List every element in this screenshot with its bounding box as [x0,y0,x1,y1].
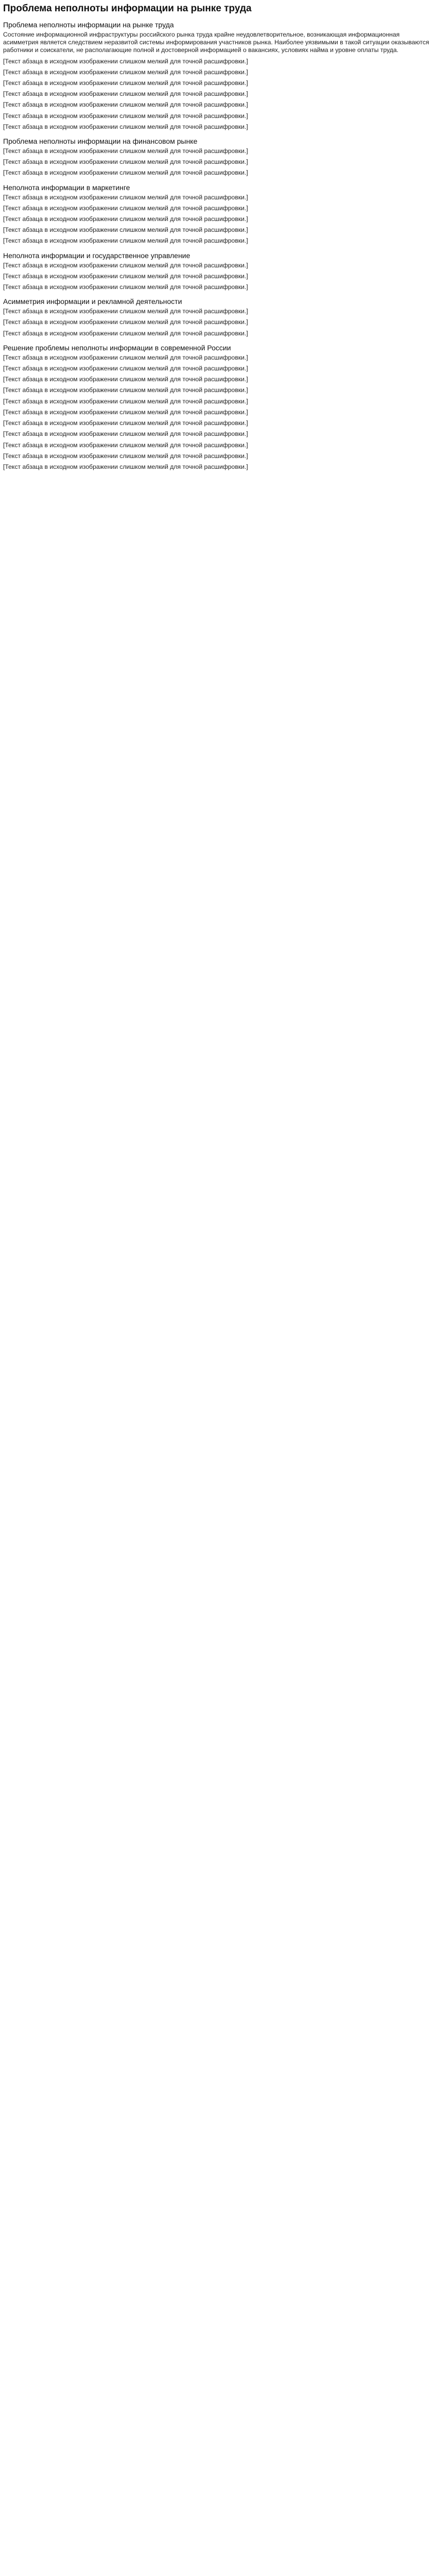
article-paragraph: [Текст абзаца в исходном изображении слишком мелкий для точной расшифровки.] [3,101,248,109]
article-title: Проблема неполноты информации на рынке труда [3,3,252,14]
article-paragraph: [Текст абзаца в исходном изображении слишком мелкий для точной расшифровки.] [3,123,248,130]
article-paragraph: [Текст абзаца в исходном изображении слишком мелкий для точной расшифровки.] [3,204,248,212]
intro-title: Проблема неполноты информации на рынке труда [3,21,174,29]
article-paragraph: [Текст абзаца в исходном изображении слишком мелкий для точной расшифровки.] [3,158,248,166]
article-paragraph: [Текст абзаца в исходном изображении слишком мелкий для точной расшифровки.] [3,215,248,223]
article-paragraph: [Текст абзаца в исходном изображении слишком мелкий для точной расшифровки.] [3,318,248,326]
article-paragraph: [Текст абзаца в исходном изображении слишком мелкий для точной расшифровки.] [3,261,248,269]
article-paragraph: [Текст абзаца в исходном изображении слишком мелкий для точной расшифровки.] [3,57,248,65]
article-paragraph: [Текст абзаца в исходном изображении слишком мелкий для точной расшифровки.] [3,386,248,394]
article-paragraph: [Текст абзаца в исходном изображении слишком мелкий для точной расшифровки.] [3,112,248,120]
article-paragraph: [Текст абзаца в исходном изображении слишком мелкий для точной расшифровки.] [3,283,248,291]
article-paragraph: [Текст абзаца в исходном изображении слишком мелкий для точной расшифровки.] [3,329,248,337]
article-paragraph: [Текст абзаца в исходном изображении слишком мелкий для точной расшифровки.] [3,308,248,315]
article-paragraph: Состояние информационной инфраструктуры российского рынка труда крайне неудовлетворительное, возникающая информационная асимметрия является следствием неразвитой системы информирования участников рынка. Наиболее уязвимыми в такой ситуации оказываются работники и соискатели, не располагающие полной и достоверной информацией о вакансиях, условиях найма и уровне оплаты труда. [3,31,429,54]
article-paragraph: [Текст абзаца в исходном изображении слишком мелкий для точной расшифровки.] [3,376,248,383]
article-paragraph: [Текст абзаца в исходном изображении слишком мелкий для точной расшифровки.] [3,441,248,449]
section-heading: Проблема неполноты информации на финансовом рынке [3,137,198,146]
article-paragraph: [Текст абзаца в исходном изображении слишком мелкий для точной расшифровки.] [3,397,248,405]
article-paragraph: [Текст абзаца в исходном изображении слишком мелкий для точной расшифровки.] [3,430,248,438]
section-heading: Решение проблемы неполноты информации в современной России [3,343,231,352]
article-paragraph: [Текст абзаца в исходном изображении слишком мелкий для точной расшифровки.] [3,237,248,245]
article-paragraph: [Текст абзаца в исходном изображении слишком мелкий для точной расшифровки.] [3,419,248,427]
article-paragraph: [Текст абзаца в исходном изображении слишком мелкий для точной расшифровки.] [3,147,248,155]
article-paragraph: [Текст абзаца в исходном изображении слишком мелкий для точной расшифровки.] [3,408,248,416]
article-paragraph: [Текст абзаца в исходном изображении слишком мелкий для точной расшифровки.] [3,68,248,76]
article-paragraph: [Текст абзаца в исходном изображении слишком мелкий для точной расшифровки.] [3,452,248,460]
section-heading: Неполнота информации и государственное управление [3,251,190,260]
article-paragraph: [Текст абзаца в исходном изображении слишком мелкий для точной расшифровки.] [3,193,248,201]
article-paragraph: [Текст абзаца в исходном изображении слишком мелкий для точной расшифровки.] [3,226,248,234]
article-paragraph: [Текст абзаца в исходном изображении слишком мелкий для точной расшифровки.] [3,365,248,372]
section-heading: Неполнота информации в маркетинге [3,183,130,192]
article-paragraph: [Текст абзаца в исходном изображении слишком мелкий для точной расшифровки.] [3,79,248,87]
article-body [3,31,433,471]
article-paragraph: [Текст абзаца в исходном изображении слишком мелкий для точной расшифровки.] [3,463,248,470]
article-paragraph: [Текст абзаца в исходном изображении слишком мелкий для точной расшифровки.] [3,353,248,361]
article-paragraph: [Текст абзаца в исходном изображении слишком мелкий для точной расшифровки.] [3,169,248,177]
article-page [0,0,436,474]
article-paragraph: [Текст абзаца в исходном изображении слишком мелкий для точной расшифровки.] [3,90,248,98]
section-heading: Асимметрия информации и рекламной деятельности [3,297,182,306]
article-paragraph: [Текст абзаца в исходном изображении слишком мелкий для точной расшифровки.] [3,272,248,280]
